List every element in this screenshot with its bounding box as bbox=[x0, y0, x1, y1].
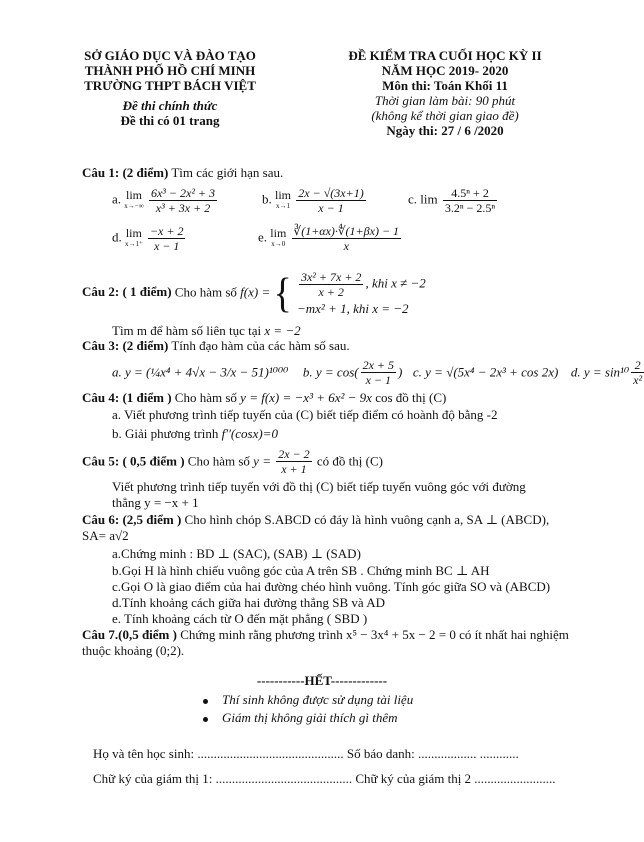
q2-task bbox=[112, 323, 301, 339]
q1-d bbox=[112, 224, 187, 253]
q4-func: y = f(x) = −x³ + 6x² − 9x bbox=[240, 390, 372, 405]
q5-line2: Viết phương trình tiếp tuyến với đồ thị (C) biết tiếp tuyến vuông góc với đường bbox=[112, 479, 526, 494]
q4-b-eq: f′′(cosx)=0 bbox=[221, 426, 278, 441]
q5-frac: $\frac{2x - 2}{x + 1}$ bbox=[278, 447, 310, 476]
q1-label: Câu 1: (2 điểm) bbox=[82, 165, 169, 180]
q2-brace: { bbox=[273, 270, 292, 317]
q4-text2: cos đồ thị (C) bbox=[375, 390, 447, 405]
q4-label: Câu 4: (1 điểm ) bbox=[82, 390, 172, 405]
q1-a bbox=[112, 186, 219, 215]
q3-b-post: ) bbox=[398, 364, 403, 380]
q6-text: Cho hình chóp S.ABCD có đáy là hình vuông cạnh a, SA ⊥ (ABCD), bbox=[184, 512, 550, 527]
school-year: NĂM HỌC 2019- 2020 bbox=[381, 63, 509, 78]
q1-b-label: b. bbox=[262, 191, 272, 207]
q1-d-frac: $\frac{-x + 2}{x - 1}$ bbox=[149, 224, 184, 253]
student-info-line: Họ và tên học sinh: ............................................. Số báo danh: .................. ............ bbox=[93, 746, 519, 761]
signature-line: Chữ ký của giám thị 1: .......................................... Chữ ký của giám thị 2 ......................... bbox=[93, 771, 556, 786]
q2-case2: −mx² + 1, khi x = −2 bbox=[296, 301, 409, 316]
q3-c: c. y = √(5x⁴ − 2x³ + cos 2x) bbox=[412, 364, 559, 380]
q6-label: Câu 6: (2,5 điểm ) bbox=[82, 512, 182, 527]
end-marker: -----------HẾT------------- bbox=[256, 673, 388, 688]
q2-case1-frac: $\frac{\text{3x² + 7x + 2}}{x + 2}$ bbox=[300, 270, 362, 299]
exam-title: ĐỀ KIỂM TRA CUỐI HỌC KỲ II bbox=[348, 48, 542, 63]
q2-task-point: x = −2 bbox=[264, 323, 301, 338]
q7-label: Câu 7.(0,5 điểm ) bbox=[82, 627, 177, 642]
dept-name: SỞ GIÁO DỤC VÀ ĐÀO TẠO bbox=[84, 48, 256, 63]
q5-text2: có đồ thị (C) bbox=[316, 453, 383, 469]
official-exam-text: Đề thi chính thức bbox=[122, 98, 218, 113]
q1-c-lim: lim bbox=[420, 191, 438, 207]
q6-c: c.Gọi O là giao điểm của hai đường chéo hình vuông. Tính góc giữa SO và (ABCD) bbox=[112, 579, 551, 594]
q1-b-frac: $\frac{2x - √(3x+1)}{x - 1}$ bbox=[298, 186, 364, 215]
q4-a: a. Viết phương trình tiếp tuyến của (C) biết tiếp điểm có hoành độ bằng -2 bbox=[112, 407, 498, 422]
note-1: Thí sinh không được sử dụng tài liệu bbox=[222, 692, 414, 707]
q5-heading bbox=[82, 447, 383, 476]
note-2: Giám thị không giải thích gì thêm bbox=[222, 710, 398, 725]
q6-e: e. Tính khoảng cách từ O đến mặt phẳng ( SBD ) bbox=[112, 611, 368, 626]
q2-case1-cond: , khi x ≠ −2 bbox=[365, 275, 426, 291]
q2-cases bbox=[297, 270, 426, 317]
q6-line2: SA= a√2 bbox=[82, 528, 129, 543]
page-count: Đề thi có 01 trang bbox=[120, 113, 220, 128]
q7-text: Chứng minh rằng phương trình x⁵ − 3x⁴ + 5x − 2 = 0 có ít nhất hai nghiệm bbox=[180, 627, 569, 642]
q1-heading bbox=[82, 165, 283, 181]
q1-a-label: a. bbox=[112, 191, 122, 207]
bullet-icon bbox=[203, 717, 208, 722]
q7-line2: thuộc khoảng (0;2). bbox=[82, 643, 185, 658]
duration-note: (không kể thời gian giao đề) bbox=[371, 108, 519, 123]
q4-b bbox=[112, 426, 278, 442]
q6-d: d.Tính khoảng cách giữa hai đường thẳng SB và AD bbox=[112, 595, 385, 610]
q1-b-lim: lim x→1 bbox=[275, 187, 292, 210]
q1-e-label: e. bbox=[258, 229, 268, 245]
q4-text: Cho hàm số bbox=[174, 390, 237, 405]
q3-row bbox=[112, 358, 644, 387]
q3-a: a. y = (¼x⁴ + 4√x − 3/x − 51)¹⁰⁰⁰ bbox=[112, 364, 289, 380]
q5-label: Câu 5: ( 0,5 điểm ) bbox=[82, 453, 185, 469]
q3-d-frac: $\frac{2}{\text{x²}}$ bbox=[633, 358, 643, 387]
bullet-icon bbox=[203, 699, 208, 704]
q5-line3: thẳng y = −x + 1 bbox=[112, 495, 199, 510]
q1-e-lim: lim x→0 bbox=[270, 225, 287, 248]
school-name: TRƯỜNG THPT BÁCH VIỆT bbox=[84, 78, 256, 93]
q1-a-frac: $\frac{\text{6x³ − 2x² + 3}}{\text{x³ + 3x + 2}}$ bbox=[150, 186, 216, 215]
q3-text: Tính đạo hàm của các hàm số sau. bbox=[171, 338, 350, 353]
q3-heading bbox=[82, 338, 350, 354]
q3-d-pre: d. y = sin¹⁰ bbox=[570, 364, 630, 380]
subject-grade: Môn thi: Toán Khối 11 bbox=[382, 78, 508, 93]
q1-c-label: c. bbox=[408, 191, 418, 207]
exam-date: Ngày thi: 27 / 6 /2020 bbox=[386, 123, 504, 138]
q1-e bbox=[258, 224, 403, 253]
q1-b bbox=[262, 186, 368, 215]
q6-b: b.Gọi H là hình chiếu vuông góc của A trên SB . Chứng minh BC ⊥ AH bbox=[112, 563, 490, 578]
q2-label: Câu 2: ( 1 điểm) bbox=[82, 284, 172, 300]
q2-case1 bbox=[297, 270, 426, 299]
q1-c bbox=[408, 186, 499, 215]
q6-a: a.Chứng minh : BD ⊥ (SAC), (SAB) ⊥ (SAD) bbox=[112, 546, 361, 561]
city-name: THÀNH PHỐ HỒ CHÍ MINH bbox=[84, 63, 256, 78]
q2-text: Cho hàm số bbox=[174, 284, 237, 300]
q4-heading bbox=[82, 390, 446, 406]
q2-heading bbox=[82, 270, 426, 317]
q3-b-frac: $\frac{2x + 5}{x - 1}$ bbox=[362, 358, 395, 387]
q2-task-text: Tìm m để hàm số liên tục tại bbox=[112, 323, 262, 338]
q1-text: Tìm các giới hạn sau. bbox=[171, 165, 284, 180]
q2-fx: f(x) = bbox=[240, 284, 271, 300]
q1-d-lim: lim x→1⁺ bbox=[125, 225, 143, 248]
q7-heading bbox=[82, 627, 569, 643]
q5-y: y = bbox=[253, 453, 271, 469]
duration: Thời gian làm bài: 90 phút bbox=[374, 93, 516, 108]
q1-e-frac: $\frac{∛(1+\alpha x)\cdot∜(1+\beta x) - 1}{x}$ bbox=[293, 224, 400, 253]
q1-c-frac: $\frac{\text{4.5ⁿ + 2}}{\text{3.2ⁿ − 2.5ⁿ}}$ bbox=[444, 186, 496, 215]
q5-text: Cho hàm số bbox=[187, 453, 250, 469]
q3-label: Câu 3: (2 điểm) bbox=[82, 338, 169, 353]
q1-a-lim: lim x→−∞ bbox=[124, 187, 144, 210]
q1-d-label: d. bbox=[112, 229, 122, 245]
official-exam-label bbox=[60, 98, 280, 114]
q4-b-pre: b. Giải phương trình bbox=[112, 426, 219, 441]
q3-b-pre: b. y = cos( bbox=[302, 364, 359, 380]
q6-heading bbox=[82, 512, 549, 528]
